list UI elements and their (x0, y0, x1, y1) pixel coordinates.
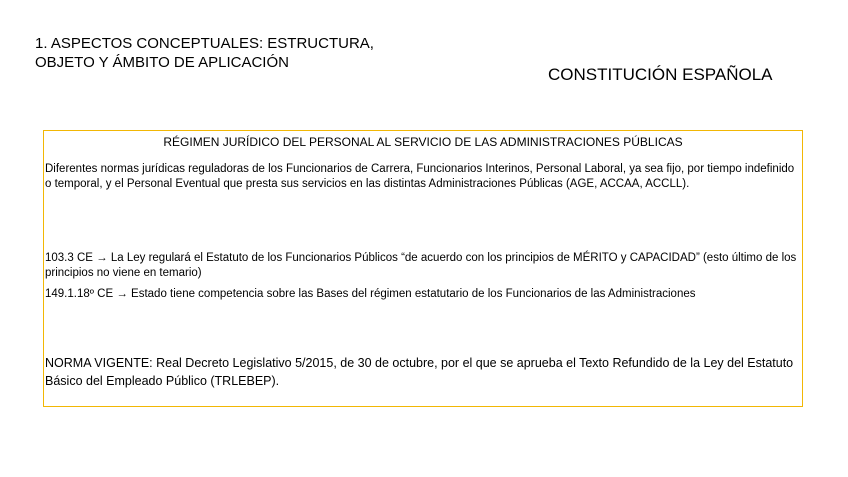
article-103-paragraph (45, 251, 797, 281)
article-103-ref: 103.3 CE (45, 252, 93, 264)
arrow-right-icon: → (96, 252, 108, 264)
norma-vigente-paragraph: NORMA VIGENTE: Real Decreto Legislativo 5/2015, de 30 de octubre, por el que se aprueba el Texto Refundido de la Ley del Estatuto Básico del Empleado Público (TRLEBEP). (45, 356, 794, 388)
box-heading: RÉGIMEN JURÍDICO DEL PERSONAL AL SERVICIO DE LAS ADMINISTRACIONES PÚBLICAS (163, 135, 683, 149)
article-103-text: La Ley regulará el Estatuto de los Funcionarios Públicos “de acuerdo con los principios de MÉRITO y CAPACIDAD” (esto último de los principios no viene en temario) (45, 252, 797, 279)
section-title (35, 34, 374, 72)
main-title: CONSTITUCIÓN ESPAÑOLA (548, 65, 773, 84)
article-149-ref: 149.1.18º CE (45, 288, 114, 300)
section-title-line2: OBJETO Y ÁMBITO DE APLICACIÓN (35, 54, 289, 71)
section-title-line1: 1. ASPECTOS CONCEPTUALES: ESTRUCTURA, (35, 35, 374, 52)
arrow-right-icon: → (116, 288, 128, 300)
intro-paragraph: Diferentes normas jurídicas reguladoras de los Funcionarios de Carrera, Funcionarios Interinos, Personal Laboral, ya sea fijo, por tiempo indefinido o temporal, y el Personal Eventual que presta sus servicios en las distintas Administraciones Públicas (AGE, ACCAA, ACCLL). (45, 163, 795, 190)
content-box (43, 130, 803, 407)
article-149-paragraph (45, 287, 797, 302)
article-149-text: Estado tiene competencia sobre las Bases del régimen estatutario de los Funcionarios de las Administraciones (131, 288, 696, 300)
